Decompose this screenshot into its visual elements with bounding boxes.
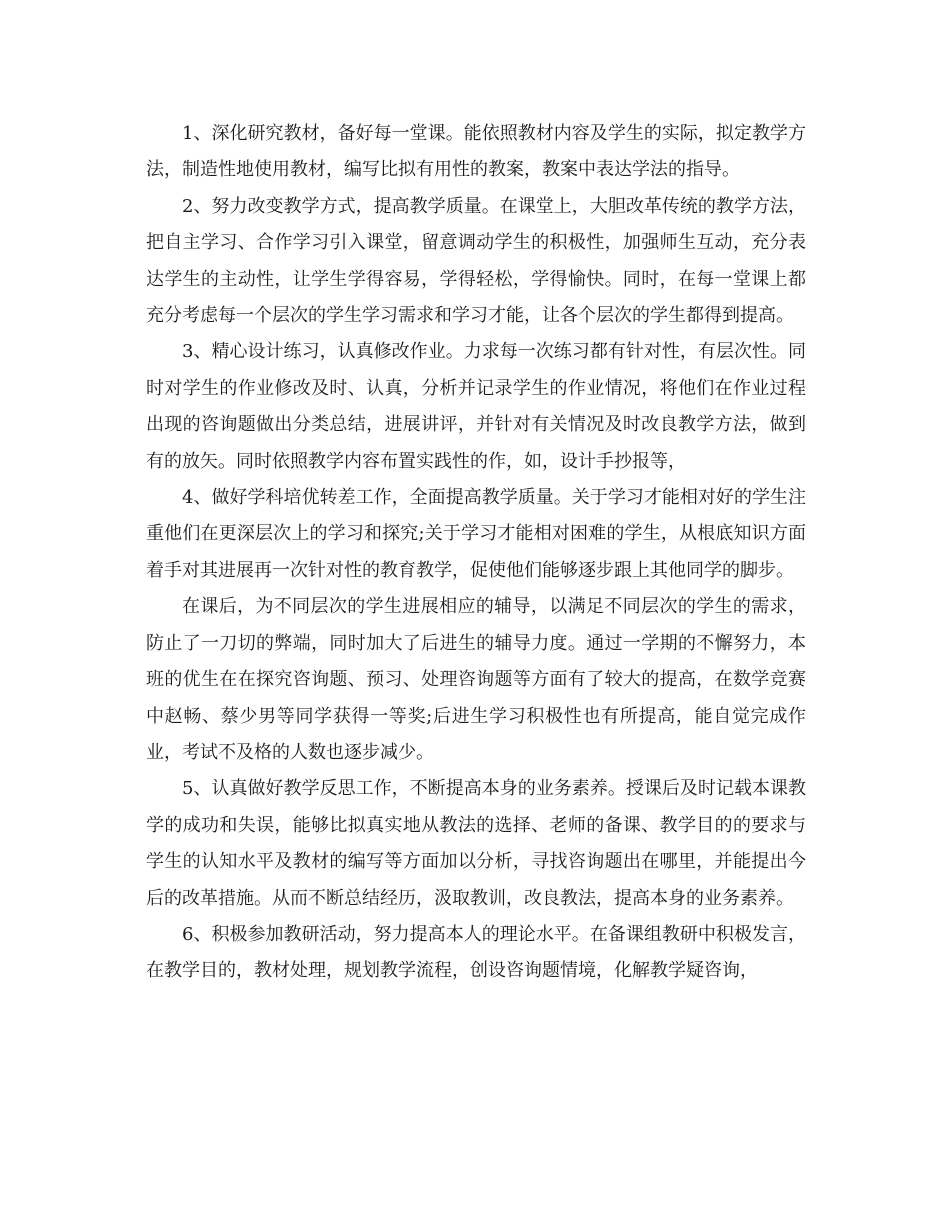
paragraph-6: 5、认真做好教学反思工作，不断提高本身的业务素养。授课后及时记载本课教学的成功和失误，能够比拟真实地从教法的选择、老师的备课、教学目的的要求与学生的认知水平及教材的编写等方面加以分析，寻找咨询题出在哪里，并能提出今后的改革措施。从而不断总结经历，汲取教训，改良教法，提高本身的业务素养。 xyxy=(146,778,806,909)
paragraph-7: 6、积极参加教研活动，努力提高本人的理论水平。在备课组教研中积极发言，在教学目的，教材处理，规划教学流程，创设咨询题情境，化解教学疑咨询， xyxy=(146,923,806,982)
paragraph-2: 2、努力改变教学方式，提高教学质量。在课堂上，大胆改革传统的教学方法，把自主学习、合作学习引入课堂，留意调动学生的积极性，加强师生互动，充分表达学生的主动性，让学生学得容易，学得轻松，学得愉快。同时，在每一堂课上都充分考虑每一个层次的学生学习需求和学习才能，让各个层次的学生都得到提高。 xyxy=(146,195,806,327)
paragraph-4: 4、做好学科培优转差工作，全面提高教学质量。关于学习才能相对好的学生注重他们在更深层次上的学习和探究;关于学习才能相对困难的学生，从根底知识方面着手对其进展再一次针对性的教育教学，促使他们能够逐步跟上其他同学的脚步。 xyxy=(146,487,806,581)
paragraph-3: 3、精心设计练习，认真修改作业。力求每一次练习都有针对性，有层次性。同时对学生的作业修改及时、认真，分析并记录学生的作业情况，将他们在作业过程出现的咨询题做出分类总结，进展讲评，并针对有关情况及时改良教学方法，做到有的放矢。同时依照教学内容布置实践性的作，如，设计手抄报等， xyxy=(146,341,806,472)
document-body xyxy=(146,116,806,990)
paragraph-5: 在课后，为不同层次的学生进展相应的辅导，以满足不同层次的学生的需求，防止了一刀切的弊端，同时加大了后进生的辅导力度。通过一学期的不懈努力，本班的优生在在探究咨询题、预习、处理咨询题等方面有了较大的提高，在数学竞赛中赵畅、蔡少男等同学获得一等奖;后进生学习积极性也有所提高，能自觉完成作业，考试不及格的人数也逐步减少。 xyxy=(146,596,806,763)
paragraph-1: 1、深化研究教材，备好每一堂课。能依照教材内容及学生的实际，拟定教学方法，制造性地使用教材，编写比拟有用性的教案，教案中表达学法的指导。 xyxy=(146,123,806,181)
